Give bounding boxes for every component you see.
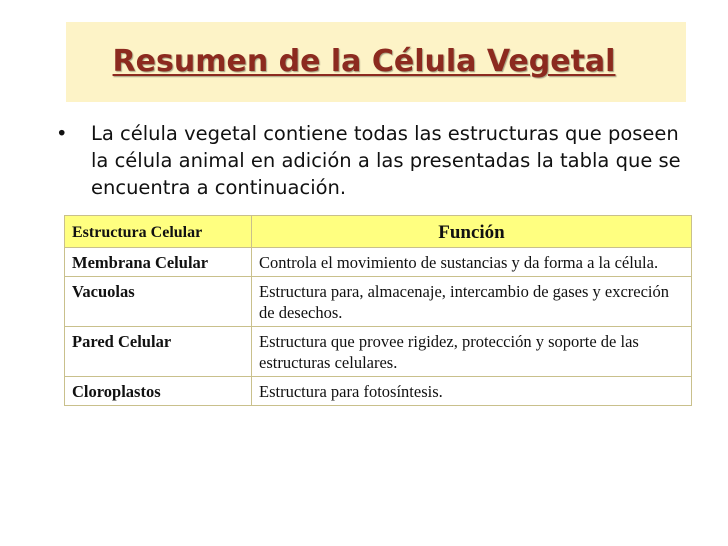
cell-funcion: Estructura para fotosíntesis. [252,377,692,406]
cell-funcion: Estructura que provee rigidez, protección y soporte de las estructuras celulares. [252,327,692,377]
bullet-point [56,120,696,201]
table-row [65,277,692,327]
table-row [65,327,692,377]
bullet-icon: • [56,122,68,145]
cell-estructura: Vacuolas [65,277,252,327]
cell-estructura: Cloroplastos [65,377,252,406]
cell-structure-table [64,215,692,406]
cell-funcion: Controla el movimiento de sustancias y da forma a la célula. [252,248,692,277]
slide-title: Resumen de la Célula Vegetal [112,44,616,79]
table-header-row [65,216,692,248]
header-funcion: Función [252,216,692,248]
cell-funcion: Estructura para, almacenaje, intercambio de gases y excreción de desechos. [252,277,692,327]
header-estructura: Estructura Celular [65,216,252,248]
table-row [65,248,692,277]
cell-estructura: Membrana Celular [65,248,252,277]
table-row [65,377,692,406]
bullet-text: La célula vegetal contiene todas las estructuras que poseen la célula animal en adición a las presentadas la tabla que se encuentra a continuación. [91,122,681,199]
cell-estructura: Pared Celular [65,327,252,377]
